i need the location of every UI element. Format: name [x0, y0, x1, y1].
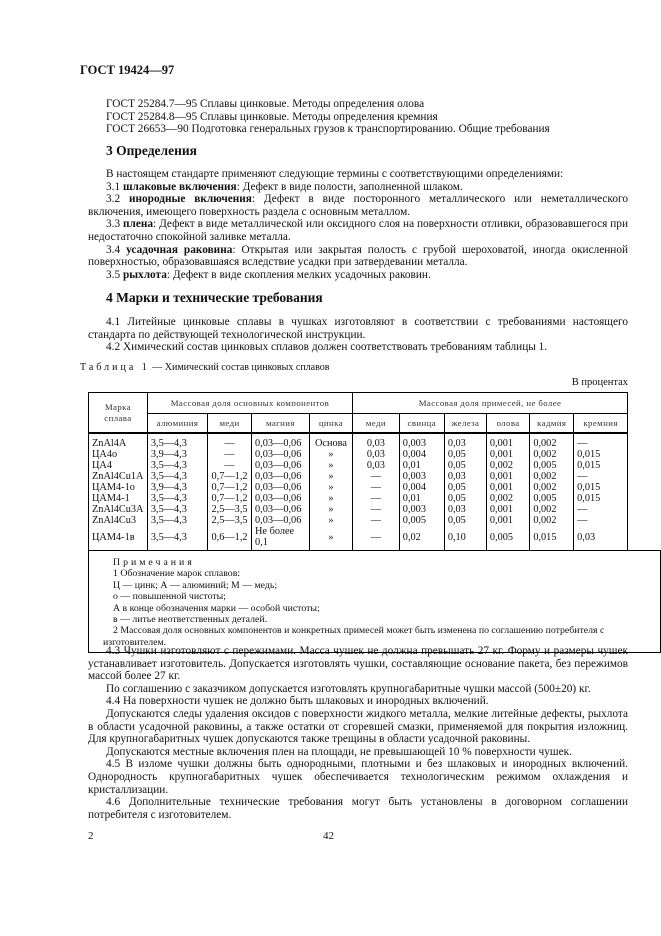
value-cell: » — [309, 504, 352, 515]
grade-cell: ZnAl4Cu3 — [89, 515, 148, 526]
value-cell: 0,03—0,06 — [252, 460, 310, 471]
definitions — [88, 168, 628, 281]
value-cell: 0,015 — [574, 449, 628, 460]
table-row — [89, 504, 628, 515]
value-cell: — — [353, 471, 400, 482]
value-cell: 0,002 — [530, 504, 574, 515]
value-cell: 3,5—4,3 — [147, 493, 207, 504]
definition — [88, 193, 628, 218]
grade-cell: ЦАМ4-1в — [89, 526, 148, 550]
column-header: магния — [252, 414, 310, 434]
note-line: 2 Массовая доля основных компонентов и конкретных примесей может быть изменена по соглашению потребителя с изготовителем. — [103, 625, 605, 648]
value-cell: » — [309, 482, 352, 493]
table-row — [89, 482, 628, 493]
paragraph: 4.3 Чушки изготовляют с пережимами. Масса чушек не должна превышать 27 кг. Форму и размеры чушек устанавливает изготовитель. Допускается изготовлять чушки, составляющие основание пакета, без пережимов массой более 27 кг. — [88, 645, 628, 683]
value-cell: 0,03—0,06 — [252, 504, 310, 515]
value-cell: 3,5—4,3 — [147, 471, 207, 482]
value-cell: 0,7—1,2 — [208, 493, 252, 504]
table-caption: Таблица 1 — Химический состав цинковых сплавов — [80, 362, 330, 373]
value-cell: 0,05 — [444, 460, 486, 471]
value-cell: » — [309, 471, 352, 482]
value-cell: — — [574, 471, 628, 482]
value-cell: 0,001 — [486, 471, 529, 482]
table-units: В процентах — [571, 377, 628, 388]
definition-term: плена — [123, 218, 154, 231]
value-cell: » — [309, 449, 352, 460]
value-cell: 0,002 — [486, 493, 529, 504]
value-cell: 0,03—0,06 — [252, 493, 310, 504]
value-cell: 0,01 — [399, 493, 444, 504]
value-cell: — — [353, 504, 400, 515]
definition-number: 3.2 — [106, 193, 121, 206]
grade-cell: ZnAl4A — [89, 433, 148, 449]
table-row — [89, 493, 628, 504]
value-cell: 0,03—0,06 — [252, 449, 310, 460]
value-cell: 0,002 — [530, 471, 574, 482]
column-header: кадмия — [530, 414, 574, 434]
header-impurities: Массовая доля примесей, не более — [353, 393, 628, 414]
references — [88, 98, 628, 136]
value-cell: — — [353, 493, 400, 504]
paragraph: 4.6 Дополнительные технические требования могут быть установлены в договорном соглашении потребителя с изготовителем. — [88, 796, 628, 821]
column-header: меди — [353, 414, 400, 434]
sheet-number: 42 — [323, 830, 334, 842]
note-line: о — повышенной чистоты; — [113, 591, 226, 603]
paragraph: По соглашению с заказчиком допускается изготовлять крупногабаритные чушки массой (500±20) кг. — [106, 682, 591, 695]
paragraph-4-1: 4.1 Литейные цинковые сплавы в чушках изготовляют в соответствии с требованиями настоящего стандарта по действующей технологической инструкции. — [88, 316, 628, 341]
value-cell: 0,05 — [444, 449, 486, 460]
paragraph: 4.4 На поверхности чушек не должно быть шлаковых и инородных включений. — [106, 695, 489, 708]
value-cell: 0,05 — [444, 493, 486, 504]
value-cell: 0,004 — [399, 482, 444, 493]
reference: ГОСТ 26653—90 Подготовка генеральных грузов к транспортированию. Общие требования — [106, 123, 550, 136]
value-cell: 0,002 — [486, 460, 529, 471]
value-cell: Не более 0,1 — [252, 526, 310, 550]
value-cell: 0,7—1,2 — [208, 471, 252, 482]
value-cell: 0,002 — [530, 515, 574, 526]
value-cell: 0,003 — [399, 471, 444, 482]
composition-table — [88, 392, 628, 550]
grade-cell: ЦАМ4-1о — [89, 482, 148, 493]
value-cell: 0,005 — [399, 515, 444, 526]
value-cell: 0,015 — [574, 482, 628, 493]
value-cell: 0,005 — [530, 460, 574, 471]
value-cell: 3,5—4,3 — [147, 433, 207, 449]
value-cell: 0,03—0,06 — [252, 433, 310, 449]
value-cell: 0,03—0,06 — [252, 515, 310, 526]
value-cell: 0,10 — [444, 526, 486, 550]
value-cell: 0,005 — [486, 526, 529, 550]
value-cell: 0,03 — [444, 433, 486, 449]
value-cell: 0,003 — [399, 433, 444, 449]
value-cell: — — [353, 526, 400, 550]
value-cell: 0,001 — [486, 515, 529, 526]
value-cell: 0,001 — [486, 504, 529, 515]
paragraph-4-2: 4.2 Химический состав цинковых сплавов должен соответствовать требованиям таблицы 1. — [106, 341, 548, 354]
value-cell: 0,002 — [530, 449, 574, 460]
value-cell: — — [208, 433, 252, 449]
value-cell: 0,03 — [574, 526, 628, 550]
composition-table-wrap — [88, 392, 661, 653]
table-row — [89, 515, 628, 526]
definition-number: 3.3 — [106, 218, 121, 231]
definition-term: рыхлота — [122, 268, 167, 281]
definition-text: : Дефект в виде полости, заполненной шлаком. — [236, 180, 463, 193]
value-cell: 3,5—4,3 — [147, 460, 207, 471]
definition-number: 3.4 — [106, 243, 121, 256]
value-cell: 0,002 — [530, 433, 574, 449]
grade-cell: ЦАМ4-1 — [89, 493, 148, 504]
value-cell: 0,015 — [530, 526, 574, 550]
value-cell: 3,5—4,3 — [147, 504, 207, 515]
section-4-heading: 4 Марки и технические требования — [106, 290, 323, 305]
section-4-intro — [88, 316, 628, 354]
value-cell: 2,5—3,5 — [208, 515, 252, 526]
definition — [88, 244, 628, 269]
value-cell: — — [353, 515, 400, 526]
definition-number: 3.1 — [106, 180, 121, 193]
reference: ГОСТ 25284.8—95 Сплавы цинковые. Методы определения кремния — [106, 110, 438, 123]
grade-cell: ZnAl4Cu3A — [89, 504, 148, 515]
value-cell: » — [309, 526, 352, 550]
definition-number: 3.5 — [106, 268, 121, 281]
value-cell: 0,03 — [444, 471, 486, 482]
header-grade: Марка сплава — [89, 393, 148, 434]
value-cell: 0,03 — [444, 504, 486, 515]
definition — [88, 269, 628, 282]
value-cell: 0,004 — [399, 449, 444, 460]
value-cell: 0,02 — [399, 526, 444, 550]
value-cell: 0,001 — [486, 449, 529, 460]
value-cell: Основа — [309, 433, 352, 449]
note-line: 1 Обозначение марок сплавов: — [113, 568, 241, 580]
page-number: 2 — [88, 830, 94, 842]
value-cell: 0,05 — [444, 515, 486, 526]
definition-text: : Дефект в виде скопления мелких усадочных раковин. — [166, 268, 431, 281]
definition — [88, 218, 628, 243]
paragraph: Допускаются следы удаления оксидов с поверхности жидкого металла, мелкие литейные дефекты, рыхлота в области усадочной раковины, а также остатки от сгоревшей смазки, применяемой для покрытия изложниц. Для крупногабаритных чушек допускаются также трещины в области усадочной раковины. — [88, 707, 628, 746]
column-header: свинца — [399, 414, 444, 434]
value-cell: — — [208, 460, 252, 471]
section-4-continued — [88, 645, 628, 821]
notes-title: Примечания — [113, 557, 195, 568]
value-cell: 0,01 — [399, 460, 444, 471]
note-line: Ц — цинк; А — алюминий; М — медь; — [113, 579, 278, 591]
value-cell: 0,015 — [574, 460, 628, 471]
value-cell: 3,9—4,3 — [147, 482, 207, 493]
value-cell: 0,003 — [399, 504, 444, 515]
definition-term: инородные включения — [129, 193, 252, 206]
standard-header: ГОСТ 19424—97 — [80, 63, 175, 77]
table-row — [89, 471, 628, 482]
definition-term: шлаковые включения — [122, 180, 237, 193]
value-cell: — — [574, 433, 628, 449]
grade-cell: ЦА4 — [89, 460, 148, 471]
table-row — [89, 433, 628, 449]
column-header: цинка — [309, 414, 352, 434]
grade-cell: ЦА4о — [89, 449, 148, 460]
table-row — [89, 526, 628, 550]
grade-cell: ZnAl4Cu1A — [89, 471, 148, 482]
value-cell: 2,5—3,5 — [208, 504, 252, 515]
value-cell: 3,9—4,3 — [147, 449, 207, 460]
value-cell: 0,005 — [530, 493, 574, 504]
reference: ГОСТ 25284.7—95 Сплавы цинковые. Методы определения олова — [106, 98, 425, 110]
value-cell: 0,002 — [530, 482, 574, 493]
definition-text: : Открытая или закрытая полость с грубой шероховатой, иногда окисленной поверхностью, образовавшаяся вследствие усадки при затвердевании металла. — [88, 243, 629, 269]
value-cell: 3,5—4,3 — [147, 515, 207, 526]
intro: В настоящем стандарте применяют следующие термины с соответствующими определениями: — [106, 168, 564, 180]
value-cell: 0,6—1,2 — [208, 526, 252, 550]
paragraph: 4.5 В изломе чушки должны быть однородными, плотными и без шлаковых и инородных включений. Однородность крупногабаритных чушек обеспечивается технологическим режимом охлаждения и кристаллизации. — [88, 758, 628, 796]
column-header: кремния — [574, 414, 628, 434]
section-3-heading: 3 Определения — [106, 143, 197, 158]
definition-term: усадочная раковина — [126, 243, 233, 256]
definition-text: : Дефект в виде металлической или оксидного слоя на поверхности отливки, образовавшегося при недостаточно спокойной заливке металла. — [88, 218, 628, 243]
definition-text: : Дефект в виде посторонного металлического или неметаллического включения, имеющего поверхность раздела с основным металлом. — [88, 193, 629, 218]
value-cell: — — [353, 482, 400, 493]
value-cell: 0,001 — [486, 482, 529, 493]
value-cell: 0,03—0,06 — [252, 471, 310, 482]
column-header: алюминия — [147, 414, 207, 434]
table-row — [89, 460, 628, 471]
value-cell: 0,015 — [574, 493, 628, 504]
value-cell: 0,03—0,06 — [252, 482, 310, 493]
note-line: А в конце обозначения марки — особой чистоты; — [113, 602, 320, 614]
value-cell: 0,05 — [444, 482, 486, 493]
column-header: меди — [208, 414, 252, 434]
value-cell: » — [309, 515, 352, 526]
value-cell: 0,001 — [486, 433, 529, 449]
definition — [88, 181, 628, 194]
value-cell: » — [309, 493, 352, 504]
value-cell: 0,03 — [353, 460, 400, 471]
value-cell: 3,5—4,3 — [147, 526, 207, 550]
value-cell: — — [208, 449, 252, 460]
table-notes — [88, 550, 661, 653]
value-cell: 0,03 — [353, 449, 400, 460]
paragraph: Допускаются местные включения плен на площади, не превышающей 10 % поверхности чушек. — [106, 745, 572, 758]
value-cell: — — [574, 504, 628, 515]
value-cell: 0,7—1,2 — [208, 482, 252, 493]
column-header: железа — [444, 414, 486, 434]
value-cell: — — [574, 515, 628, 526]
value-cell: » — [309, 460, 352, 471]
value-cell: 0,03 — [353, 433, 400, 449]
header-main-components: Массовая доля основных компонентов — [147, 393, 352, 414]
table-row — [89, 449, 628, 460]
column-header: олова — [486, 414, 529, 434]
note-line: в — литье неответственных деталей. — [113, 614, 268, 626]
